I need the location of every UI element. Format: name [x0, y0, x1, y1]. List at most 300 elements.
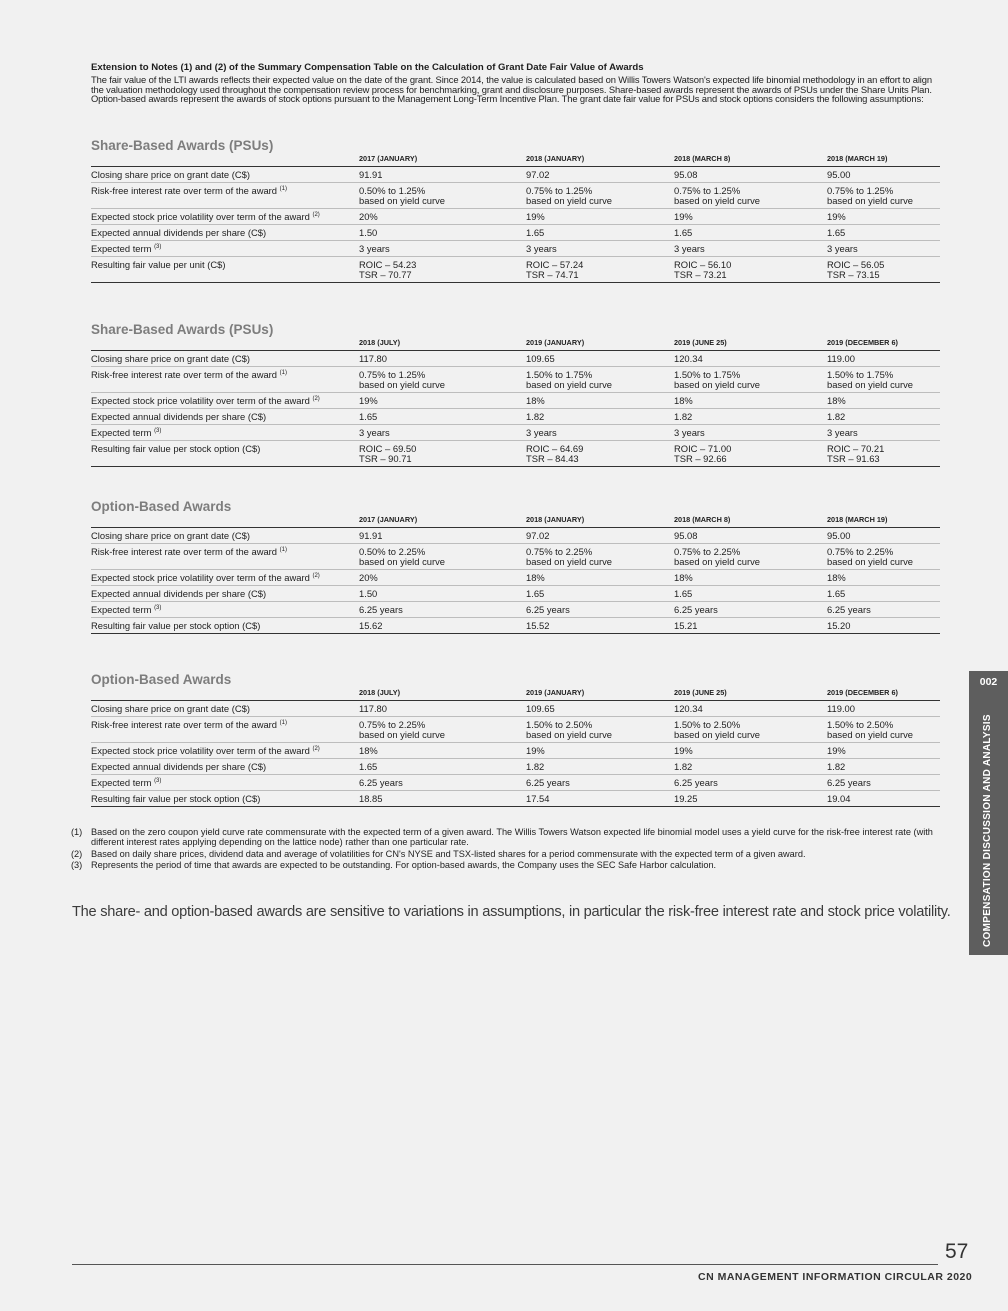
column-header: 2018 (JANUARY) — [526, 515, 674, 528]
cell-value: 6.25 years — [526, 777, 570, 788]
table-section — [91, 499, 940, 634]
table-cell — [827, 701, 940, 717]
cell-subvalue: based on yield curve — [526, 379, 612, 390]
cell-subvalue: based on yield curve — [526, 729, 612, 740]
row-label — [91, 528, 359, 544]
table-cell — [359, 759, 526, 775]
table-cell — [827, 393, 940, 409]
row-label-text: Closing share price on grant date (C$) — [91, 703, 250, 714]
cell-value: 1.50% to 1.75% — [827, 369, 894, 380]
footer-rule — [72, 1264, 938, 1265]
cell-subvalue: TSR – 70.77 — [359, 269, 412, 280]
footnote-marker: (1) — [279, 185, 287, 192]
cell-value: 1.50% to 1.75% — [526, 369, 593, 380]
row-label — [91, 544, 359, 570]
cell-value: 91.91 — [359, 169, 383, 180]
table-cell — [827, 441, 940, 467]
row-label — [91, 351, 359, 367]
table-cell — [827, 257, 940, 283]
cell-subvalue: based on yield curve — [674, 556, 760, 567]
table-row — [91, 544, 940, 570]
row-label-text: Expected annual dividends per share (C$) — [91, 588, 267, 599]
header-blank — [91, 515, 359, 528]
cell-value: 1.50% to 2.50% — [526, 719, 593, 730]
table-cell — [827, 570, 940, 586]
table-cell — [526, 717, 674, 743]
cell-value: 18% — [827, 395, 846, 406]
column-header: 2018 (MARCH 19) — [827, 154, 940, 167]
table-cell — [674, 241, 827, 257]
table-cell — [827, 528, 940, 544]
row-label — [91, 183, 359, 209]
table-header-row — [91, 338, 940, 351]
table-cell — [674, 717, 827, 743]
table-cell — [827, 183, 940, 209]
cell-value: 1.50% to 2.50% — [827, 719, 894, 730]
cell-value: 120.34 — [674, 703, 703, 714]
table-cell — [827, 225, 940, 241]
table-cell — [359, 544, 526, 570]
table-cell — [526, 167, 674, 183]
cell-value: 0.75% to 1.25% — [827, 185, 894, 196]
cell-subvalue: based on yield curve — [674, 195, 760, 206]
table-row — [91, 717, 940, 743]
table-row — [91, 775, 940, 791]
table-cell — [827, 791, 940, 807]
intro-title: Extension to Notes (1) and (2) of the Summary Compensation Table on the Calculation of Grant Date Fair Value of Awards — [91, 62, 644, 73]
cell-value: 0.75% to 2.25% — [526, 546, 593, 557]
cell-value: 1.65 — [359, 411, 378, 422]
cell-value: ROIC – 69.50 — [359, 443, 417, 454]
footnote-text: Represents the period of time that awards are expected to be outstanding. For option-based awards, the Company uses the SEC Safe Harbor calculation. — [91, 860, 717, 871]
intro-text: The fair value of the LTI awards reflects their expected value on the date of the grant. Since 2014, the value is calculated based on Willis Towers Watson's expected life binomial methodology in an effort to align the valuation methodology used throughout the compensation review process for benchmarking, grant and disclosure purposes. Share-based awards represent the awards of PSUs under the Share Units Plan. Option-based awards represent the awards of stock options pursuant to the Management Long-Term Incentive Plan. The grant date fair value for PSUs and stock options considers the following assumptions: — [91, 74, 932, 105]
table-cell — [359, 425, 526, 441]
table-row — [91, 409, 940, 425]
cell-subvalue: based on yield curve — [359, 379, 445, 390]
footnote-marker: (2) — [312, 745, 320, 752]
cell-value: 1.65 — [674, 227, 693, 238]
column-header: 2019 (DECEMBER 6) — [827, 688, 940, 701]
table-row — [91, 167, 940, 183]
table-cell — [359, 717, 526, 743]
cell-value: 1.65 — [827, 588, 846, 599]
table-cell — [526, 257, 674, 283]
table-cell — [526, 183, 674, 209]
row-label-text: Risk-free interest rate over term of the award — [91, 719, 278, 730]
table-cell — [526, 425, 674, 441]
table-cell — [674, 257, 827, 283]
table-cell — [526, 602, 674, 618]
row-label — [91, 602, 359, 618]
table-title: Option-Based Awards — [91, 672, 232, 687]
cell-value: 6.25 years — [674, 777, 718, 788]
cell-value: 1.82 — [827, 761, 846, 772]
table-section — [91, 672, 940, 807]
table-section — [91, 138, 940, 283]
table-header-row — [91, 515, 940, 528]
table-cell — [674, 167, 827, 183]
cell-subvalue: TSR – 73.15 — [827, 269, 880, 280]
cell-subvalue: based on yield curve — [827, 379, 913, 390]
row-label-text: Risk-free interest rate over term of the award — [91, 369, 278, 380]
table-cell — [359, 743, 526, 759]
table-row — [91, 351, 940, 367]
section-number — [969, 677, 1008, 687]
table-cell — [674, 544, 827, 570]
table-cell — [674, 701, 827, 717]
row-label — [91, 167, 359, 183]
table-cell — [359, 225, 526, 241]
cell-value: 0.50% to 2.25% — [359, 546, 426, 557]
table-title: Option-Based Awards — [91, 499, 232, 514]
cell-value: 18% — [526, 572, 545, 583]
table-cell — [526, 241, 674, 257]
table-cell — [674, 570, 827, 586]
table-cell — [526, 570, 674, 586]
table-cell — [526, 393, 674, 409]
table-cell — [526, 791, 674, 807]
table-title: Share-Based Awards (PSUs) — [91, 322, 274, 337]
table-row — [91, 701, 940, 717]
cell-subvalue: based on yield curve — [526, 195, 612, 206]
cell-value: 120.34 — [674, 353, 703, 364]
table-cell — [526, 225, 674, 241]
cell-value: 18% — [359, 745, 378, 756]
table-cell — [827, 209, 940, 225]
table-cell — [359, 409, 526, 425]
row-label-text: Closing share price on grant date (C$) — [91, 353, 250, 364]
row-label — [91, 441, 359, 467]
cell-value: 3 years — [674, 243, 705, 254]
cell-value: 19% — [674, 211, 693, 222]
cell-value: ROIC – 57.24 — [526, 259, 584, 270]
table-cell — [827, 775, 940, 791]
row-label — [91, 570, 359, 586]
table-cell — [674, 743, 827, 759]
cell-value: 0.75% to 1.25% — [674, 185, 741, 196]
row-label — [91, 367, 359, 393]
table-cell — [359, 570, 526, 586]
cell-value: 1.65 — [827, 227, 846, 238]
cell-value: ROIC – 71.00 — [674, 443, 732, 454]
table-cell — [359, 393, 526, 409]
cell-subvalue: based on yield curve — [526, 556, 612, 567]
table-cell — [827, 618, 940, 634]
assumptions-table — [91, 154, 940, 283]
cell-subvalue: based on yield curve — [359, 195, 445, 206]
cell-value: 19% — [674, 745, 693, 756]
cell-value: 1.82 — [526, 411, 545, 422]
table-cell — [674, 183, 827, 209]
cell-value: 18% — [674, 395, 693, 406]
cell-value: 97.02 — [526, 169, 550, 180]
footnote-number: (2) — [71, 848, 83, 859]
table-cell — [526, 701, 674, 717]
cell-value: 3 years — [674, 427, 705, 438]
row-label-text: Resulting fair value per stock option (C$) — [91, 443, 261, 454]
footer-publication: CN MANAGEMENT INFORMATION CIRCULAR 2020 — [698, 1271, 973, 1283]
table-cell — [674, 759, 827, 775]
cell-value: 3 years — [359, 427, 390, 438]
table-cell — [526, 743, 674, 759]
table-cell — [827, 367, 940, 393]
table-header-row — [91, 154, 940, 167]
cell-subvalue: based on yield curve — [674, 729, 760, 740]
row-label-text: Expected term — [91, 427, 152, 438]
table-cell — [674, 367, 827, 393]
table-cell — [359, 183, 526, 209]
assumptions-table — [91, 338, 940, 467]
table-cell — [526, 409, 674, 425]
assumptions-table — [91, 515, 940, 634]
table-row — [91, 209, 940, 225]
column-header: 2019 (JUNE 25) — [674, 688, 827, 701]
footnote — [71, 860, 940, 871]
row-label-text: Expected annual dividends per share (C$) — [91, 227, 267, 238]
cell-value: 19% — [359, 395, 378, 406]
table-cell — [526, 367, 674, 393]
table-cell — [526, 618, 674, 634]
column-header: 2017 (JANUARY) — [359, 515, 526, 528]
row-label — [91, 257, 359, 283]
cell-value: 1.82 — [674, 411, 693, 422]
cell-subvalue: based on yield curve — [827, 729, 913, 740]
table-row — [91, 528, 940, 544]
table-cell — [359, 257, 526, 283]
cell-value: 19% — [526, 745, 545, 756]
table-row — [91, 393, 940, 409]
table-cell — [526, 441, 674, 467]
cell-value: ROIC – 70.21 — [827, 443, 885, 454]
cell-value: 19% — [526, 211, 545, 222]
table-cell — [359, 775, 526, 791]
header-blank — [91, 154, 359, 167]
cell-subvalue: based on yield curve — [827, 556, 913, 567]
cell-value: 95.00 — [827, 169, 851, 180]
row-label — [91, 618, 359, 634]
cell-value: 6.25 years — [674, 604, 718, 615]
cell-value: 0.75% to 1.25% — [359, 369, 426, 380]
table-cell — [359, 602, 526, 618]
assumptions-table — [91, 688, 940, 807]
column-header: 2018 (MARCH 8) — [674, 515, 827, 528]
table-cell — [674, 209, 827, 225]
table-row — [91, 586, 940, 602]
table-cell — [674, 528, 827, 544]
footnote-text: Based on the zero coupon yield curve rate commensurate with the expected term of a given award. The Willis Towers Watson expected life binomial model uses a yield curve for the risk-free interest rate (with different interest rates applying depending on the lattice node) rather than one particular rate. — [91, 827, 933, 847]
table-cell — [674, 775, 827, 791]
table-cell — [827, 717, 940, 743]
table-cell — [526, 209, 674, 225]
cell-value: 20% — [359, 572, 378, 583]
table-cell — [526, 759, 674, 775]
footnote-marker: (2) — [312, 395, 320, 402]
cell-value: 1.65 — [526, 588, 545, 599]
cell-value: 18% — [674, 572, 693, 583]
table-cell — [359, 528, 526, 544]
cell-value: 19.04 — [827, 793, 851, 804]
row-label — [91, 743, 359, 759]
cell-value: 18.85 — [359, 793, 383, 804]
row-label-text: Closing share price on grant date (C$) — [91, 530, 250, 541]
row-label — [91, 775, 359, 791]
cell-value: 95.00 — [827, 530, 851, 541]
cell-value: 1.65 — [674, 588, 693, 599]
cell-value: 91.91 — [359, 530, 383, 541]
row-label-text: Expected term — [91, 243, 152, 254]
header-blank — [91, 688, 359, 701]
table-header-row — [91, 688, 940, 701]
cell-value: 95.08 — [674, 169, 698, 180]
cell-value: 1.50 — [359, 227, 378, 238]
row-label-text: Expected term — [91, 604, 152, 615]
cell-value: 0.75% to 2.25% — [674, 546, 741, 557]
table-row — [91, 367, 940, 393]
table-cell — [827, 409, 940, 425]
cell-value: 15.20 — [827, 620, 851, 631]
footnote-marker: (3) — [154, 604, 162, 611]
footnote-number: (3) — [71, 860, 83, 871]
row-label — [91, 393, 359, 409]
table-cell — [526, 586, 674, 602]
table-cell — [359, 209, 526, 225]
row-label-text: Closing share price on grant date (C$) — [91, 169, 250, 180]
document-body — [71, 62, 940, 871]
footnote-marker: (2) — [312, 211, 320, 218]
section-number-text: 002 — [979, 676, 998, 688]
cell-subvalue: TSR – 91.63 — [827, 453, 880, 464]
cell-value: 6.25 years — [827, 777, 871, 788]
column-header: 2018 (MARCH 8) — [674, 154, 827, 167]
cell-value: 19% — [827, 745, 846, 756]
column-header: 2018 (JANUARY) — [526, 154, 674, 167]
cell-value: 1.82 — [827, 411, 846, 422]
table-cell — [674, 393, 827, 409]
cell-subvalue: TSR – 73.21 — [674, 269, 727, 280]
cell-value: 95.08 — [674, 530, 698, 541]
footnote-marker: (1) — [279, 369, 287, 376]
column-header: 2018 (JULY) — [359, 688, 526, 701]
table-title: Share-Based Awards (PSUs) — [91, 138, 274, 153]
table-cell — [359, 167, 526, 183]
table-row — [91, 425, 940, 441]
footnote-marker: (1) — [279, 719, 287, 726]
section-label: COMPENSATION DISCUSSION AND ANALYSIS — [982, 714, 993, 947]
table-cell — [674, 791, 827, 807]
row-label — [91, 209, 359, 225]
page-number: 57 — [945, 1240, 969, 1263]
cell-subvalue: TSR – 84.43 — [526, 453, 579, 464]
cell-value: 109.65 — [526, 353, 555, 364]
row-label — [91, 717, 359, 743]
row-label — [91, 409, 359, 425]
cell-subvalue: based on yield curve — [359, 556, 445, 567]
table-cell — [674, 351, 827, 367]
cell-value: 19% — [827, 211, 846, 222]
cell-value: 15.21 — [674, 620, 698, 631]
header-blank — [91, 338, 359, 351]
cell-value: 119.00 — [827, 703, 855, 714]
cell-value: 3 years — [526, 243, 557, 254]
column-header: 2019 (JANUARY) — [526, 338, 674, 351]
cell-value: ROIC – 64.69 — [526, 443, 584, 454]
cell-value: 17.54 — [526, 793, 550, 804]
table-cell — [359, 791, 526, 807]
cell-value: 1.50 — [359, 588, 378, 599]
cell-value: 1.65 — [526, 227, 545, 238]
table-cell — [827, 586, 940, 602]
cell-value: 6.25 years — [827, 604, 871, 615]
cell-subvalue: based on yield curve — [827, 195, 913, 206]
cell-value: 117.80 — [359, 703, 387, 714]
cell-value: 97.02 — [526, 530, 550, 541]
footnote-marker: (3) — [154, 243, 162, 250]
table-cell — [674, 225, 827, 241]
cell-value: 117.80 — [359, 353, 387, 364]
cell-value: 1.65 — [359, 761, 378, 772]
table-cell — [674, 602, 827, 618]
table-cell — [674, 409, 827, 425]
row-label — [91, 791, 359, 807]
row-label — [91, 225, 359, 241]
cell-value: 0.75% to 2.25% — [359, 719, 426, 730]
table-cell — [827, 602, 940, 618]
column-header: 2019 (JUNE 25) — [674, 338, 827, 351]
cell-subvalue: based on yield curve — [359, 729, 445, 740]
column-header: 2019 (JANUARY) — [526, 688, 674, 701]
table-cell — [359, 367, 526, 393]
footnote-marker: (3) — [154, 777, 162, 784]
footnote-marker: (1) — [279, 546, 287, 553]
cell-subvalue: based on yield curve — [674, 379, 760, 390]
table-row — [91, 183, 940, 209]
row-label — [91, 759, 359, 775]
cell-value: ROIC – 56.10 — [674, 259, 732, 270]
cell-value: 1.82 — [674, 761, 693, 772]
closing-paragraph: The share- and option-based awards are sensitive to variations in assumptions, in particular the risk-free interest rate and stock price volatility. — [72, 904, 951, 920]
cell-value: 3 years — [526, 427, 557, 438]
table-section — [91, 322, 940, 467]
row-label-text: Expected stock price volatility over term of the award — [91, 211, 310, 222]
cell-value: 6.25 years — [526, 604, 570, 615]
column-header: 2018 (MARCH 19) — [827, 515, 940, 528]
column-header: 2018 (JULY) — [359, 338, 526, 351]
footnote-number: (1) — [71, 827, 83, 837]
table-row — [91, 791, 940, 807]
table-cell — [359, 351, 526, 367]
row-label-text: Expected annual dividends per share (C$) — [91, 411, 267, 422]
table-cell — [827, 241, 940, 257]
cell-value: 1.50% to 1.75% — [674, 369, 741, 380]
table-cell — [827, 425, 940, 441]
cell-value: 20% — [359, 211, 378, 222]
footnote-marker: (2) — [312, 572, 320, 579]
cell-value: 109.65 — [526, 703, 555, 714]
cell-subvalue: TSR – 74.71 — [526, 269, 579, 280]
table-cell — [827, 351, 940, 367]
table-row — [91, 602, 940, 618]
row-label-text: Expected annual dividends per share (C$) — [91, 761, 267, 772]
table-cell — [674, 586, 827, 602]
table-row — [91, 570, 940, 586]
table-row — [91, 225, 940, 241]
table-row — [91, 257, 940, 283]
table-cell — [827, 743, 940, 759]
column-header: 2019 (DECEMBER 6) — [827, 338, 940, 351]
cell-value: 6.25 years — [359, 604, 403, 615]
cell-value: 119.00 — [827, 353, 855, 364]
section-side-tab[interactable] — [969, 671, 1008, 955]
